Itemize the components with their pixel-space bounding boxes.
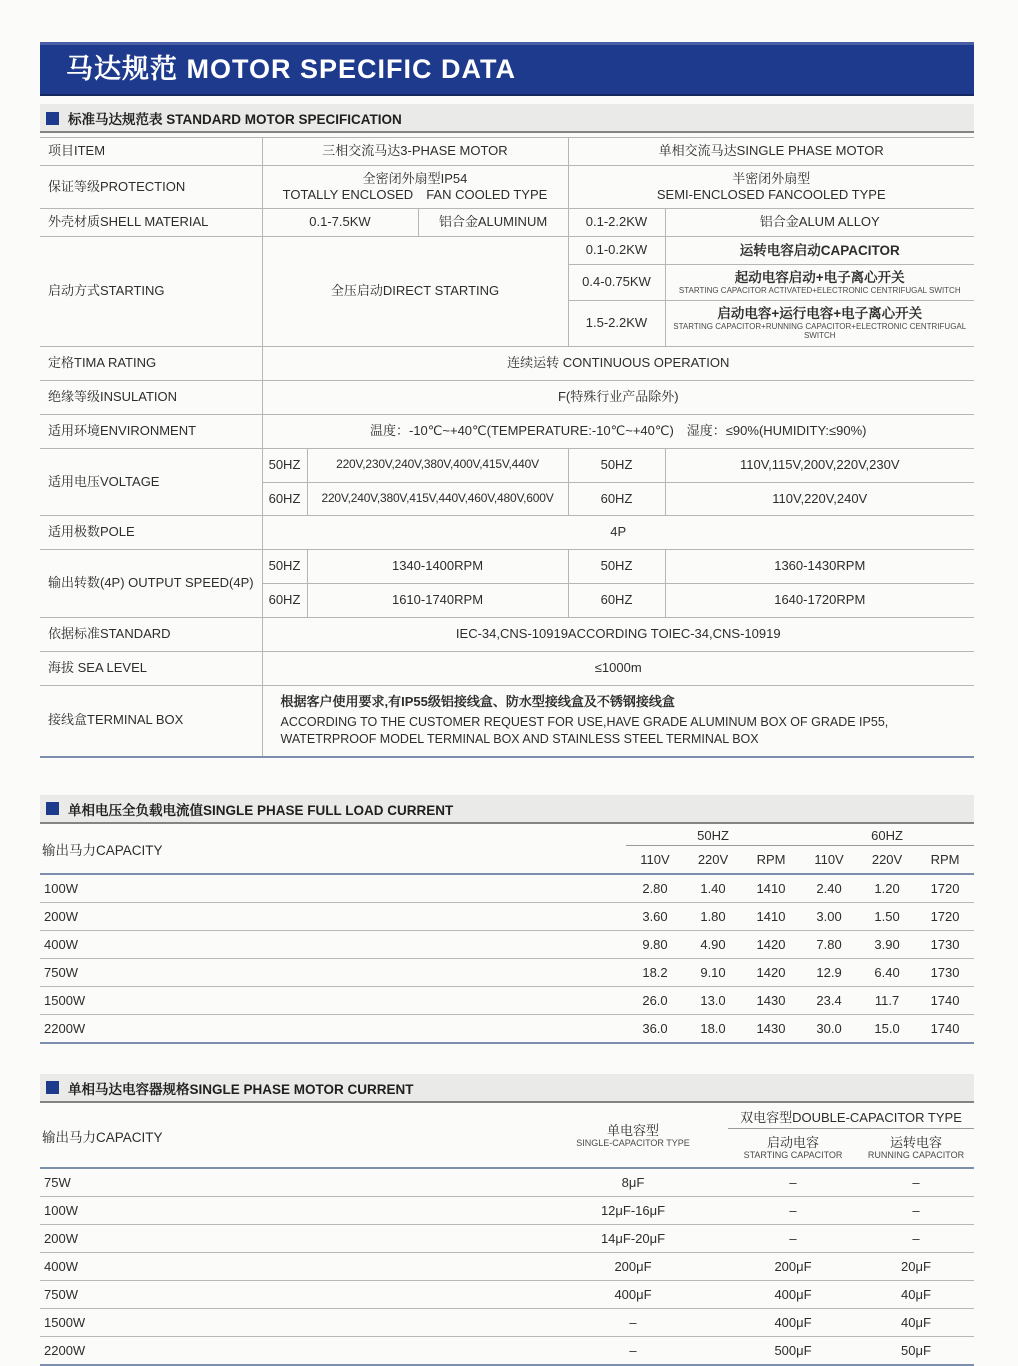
value-cell: 18.0 [684,1014,742,1043]
col-header-60hz-220v: 220V [858,845,916,874]
running-capacitor-cn: 运转电容 [890,1134,943,1150]
voltage-50hz-tp: 220V,230V,240V,380V,400V,415V,440V [307,448,568,482]
value-cell: 9.10 [684,958,742,986]
capacitor-capacity-label: 输出马力CAPACITY [40,1103,538,1168]
table-row-100w [40,874,974,903]
start-cap-cell: 200μF [728,1252,858,1280]
single-capacitor-en: SINGLE-CAPACITOR TYPE [576,1138,690,1149]
col-header-50hz-110v: 110V [626,845,684,874]
protection-sp-en: SEMI-ENCLOSED FANCOOLED TYPE [656,187,886,203]
voltage-60hz-sp: 110V,220V,240V [665,482,974,516]
row-label-sea-level: 海拔 SEA LEVEL [40,652,262,686]
capacity-cell: 75W [40,1168,538,1197]
value-cell: 1420 [742,958,800,986]
value-cell: 1730 [916,958,974,986]
voltage-50hz-label-sp: 50HZ [568,448,665,482]
value-cell: 1430 [742,1014,800,1043]
capacitor-table [40,1103,974,1366]
value-cell: 3.00 [800,902,858,930]
speed-60hz-label-tp: 60HZ [262,584,307,618]
value-cell: 23.4 [800,986,858,1014]
table-row-200w [40,902,974,930]
capacity-cell: 750W [40,958,626,986]
full-load-group-50hz: 50HZ [626,824,800,846]
value-cell: 1410 [742,874,800,903]
capacity-cell: 100W [40,874,626,903]
value-cell: 2.80 [626,874,684,903]
running-capacitor-en: RUNNING CAPACITOR [867,1150,965,1161]
value-cell: 1420 [742,930,800,958]
table-row-2200w [40,1014,974,1043]
starting-mode-2-cn: 起动电容启动+电子离心开关 [734,270,905,286]
starting-mode-1 [665,237,974,265]
speed-50hz-label-sp: 50HZ [568,550,665,584]
speed-50hz-label-tp: 50HZ [262,550,307,584]
section-header-capacitor [40,1074,974,1103]
single-cap-cell: 14μF-20μF [538,1224,728,1252]
full-load-table [40,824,974,1044]
shell-tp-kw: 0.1-7.5KW [262,209,418,237]
table-row-protection [40,165,974,209]
running-capacitor-header [858,1128,974,1168]
table-row-1500w [40,986,974,1014]
table-row-750w [40,1280,974,1308]
shell-tp-material: 铝合金ALUMINUM [418,209,568,237]
voltage-50hz-label-tp: 50HZ [262,448,307,482]
capacity-cell: 2200W [40,1014,626,1043]
table-row-750w [40,958,974,986]
protection-sp-cn: 半密闭外扇型 [732,170,811,186]
voltage-60hz-label-tp: 60HZ [262,482,307,516]
col-header-50hz-220v: 220V [684,845,742,874]
table-row-400w [40,930,974,958]
table-row-shell [40,209,974,237]
value-cell: 4.90 [684,930,742,958]
capacity-cell: 2200W [40,1336,538,1365]
single-cap-cell: 400μF [538,1280,728,1308]
run-cap-cell: – [858,1168,974,1197]
table-row-voltage-50hz [40,448,974,482]
capacity-cell: 1500W [40,1308,538,1336]
row-label-pole: 适用极数POLE [40,516,262,550]
capacity-cell: 100W [40,1196,538,1224]
single-capacitor-cn: 单电容型 [606,1122,659,1138]
value-cell: 3.90 [858,930,916,958]
environment-value: 温度：-10℃~+40℃(TEMPERATURE:-10℃~+40℃) 湿度：≤90%(HUMIDITY:≤90%) [262,414,974,448]
full-load-header-groups [40,824,974,846]
starting-capacitor-header [728,1128,858,1168]
starting-three-phase: 全压启动DIRECT STARTING [262,237,568,347]
terminal-box-en-2: WATETRPROOF MODEL TERMINAL BOX AND STAINLESS STEEL TERMINAL BOX [280,731,759,746]
start-cap-cell: 400μF [728,1308,858,1336]
section-title-capacitor: 单相马达电容器规格SINGLE PHASE MOTOR CURRENT [68,1081,414,1097]
table-row-speed-50hz [40,550,974,584]
table-row-rating [40,346,974,380]
run-cap-cell: 50μF [858,1336,974,1365]
table-row-100w [40,1196,974,1224]
col-header-50hz-rpm: RPM [742,845,800,874]
value-cell: 15.0 [858,1014,916,1043]
row-label-speed: 输出转数(4P) OUTPUT SPEED(4P) [40,550,262,618]
start-cap-cell: – [728,1196,858,1224]
table-row-pole [40,516,974,550]
table-row-200w [40,1224,974,1252]
item-single-phase: 单相交流马达SINGLE PHASE MOTOR [568,138,974,166]
value-cell: 1430 [742,986,800,1014]
starting-kw-1: 0.1-0.2KW [568,237,665,265]
starting-kw-2: 0.4-0.75KW [568,265,665,301]
run-cap-cell: 40μF [858,1280,974,1308]
speed-50hz-sp: 1360-1430RPM [665,550,974,584]
starting-capacitor-en: STARTING CAPACITOR [743,1150,843,1161]
table-row-sea-level [40,652,974,686]
page-title-banner [40,42,974,96]
value-cell: 1720 [916,902,974,930]
run-cap-cell: 20μF [858,1252,974,1280]
voltage-50hz-sp: 110V,115V,200V,220V,230V [665,448,974,482]
pole-value: 4P [262,516,974,550]
double-capacitor-header: 双电容型DOUBLE-CAPACITOR TYPE [728,1103,974,1129]
starting-mode-3-en: STARTING CAPACITOR+RUNNING CAPACITOR+ELECTRONIC CENTRIFUGAL SWITCH [673,321,967,341]
speed-60hz-tp: 1610-1740RPM [307,584,568,618]
run-cap-cell: 40μF [858,1308,974,1336]
start-cap-cell: 500μF [728,1336,858,1365]
single-cap-cell: 8μF [538,1168,728,1197]
terminal-box-en-1: ACCORDING TO THE CUSTOMER REQUEST FOR USE,HAVE GRADE ALUMINUM BOX OF GRADE IP55, [280,714,889,729]
speed-60hz-sp: 1640-1720RPM [665,584,974,618]
run-cap-cell: – [858,1224,974,1252]
value-cell: 9.80 [626,930,684,958]
table-row-1500w [40,1308,974,1336]
capacity-cell: 400W [40,1252,538,1280]
section-bullet-icon [46,112,59,125]
item-three-phase: 三相交流马达3-PHASE MOTOR [262,138,568,166]
section-bullet-icon [46,1081,59,1094]
shell-sp-kw: 0.1-2.2KW [568,209,665,237]
value-cell: 7.80 [800,930,858,958]
starting-mode-2 [665,265,974,301]
capacity-cell: 1500W [40,986,626,1014]
single-cap-cell: – [538,1336,728,1365]
starting-capacitor-cn: 启动电容 [766,1134,819,1150]
full-load-capacity-label: 输出马力CAPACITY [40,824,626,874]
value-cell: 1720 [916,874,974,903]
col-header-60hz-110v: 110V [800,845,858,874]
table-row-terminal-box [40,685,974,756]
section-header-full-load [40,795,974,824]
value-cell: 1.50 [858,902,916,930]
row-label-standard: 依据标准STANDARD [40,618,262,652]
value-cell: 1730 [916,930,974,958]
row-label-item: 项目ITEM [40,138,262,166]
terminal-box-cn: 根据客户使用要求,有IP55级铝接线盒、防水型接线盒及不锈钢接线盒 [280,693,675,709]
table-row-400w [40,1252,974,1280]
table-row-75w [40,1168,974,1197]
value-cell: 1740 [916,1014,974,1043]
row-label-insulation: 绝缘等级INSULATION [40,380,262,414]
standard-spec-table [40,137,974,758]
value-cell: 1740 [916,986,974,1014]
protection-tp-cn: 全密闭外扇型IP54 [362,170,468,186]
capacity-cell: 400W [40,930,626,958]
capacity-cell: 750W [40,1280,538,1308]
single-cap-cell: 12μF-16μF [538,1196,728,1224]
table-row-starting-1 [40,237,974,265]
section-title-standard-spec: 标准马达规范表 STANDARD MOTOR SPECIFICATION [68,112,402,127]
run-cap-cell: – [858,1196,974,1224]
value-cell: 1.80 [684,902,742,930]
value-cell: 1410 [742,902,800,930]
shell-sp-material: 铝合金ALUM ALLOY [665,209,974,237]
terminal-box-value [262,685,974,756]
table-row-environment [40,414,974,448]
capacitor-header-groups [40,1103,974,1129]
value-cell: 1.40 [684,874,742,903]
col-header-60hz-rpm: RPM [916,845,974,874]
single-capacitor-header [538,1103,728,1168]
table-row-2200w [40,1336,974,1365]
table-row-insulation [40,380,974,414]
standard-value: IEC-34,CNS-10919ACCORDING TOIEC-34,CNS-10919 [262,618,974,652]
table-row-item [40,138,974,166]
table-row-standard [40,618,974,652]
sea-level-value: ≤1000m [262,652,974,686]
section-header-standard-spec [40,104,974,133]
row-label-protection: 保证等级PROTECTION [40,165,262,209]
value-cell: 26.0 [626,986,684,1014]
row-label-starting: 启动方式STARTING [40,237,262,347]
section-bullet-icon [46,802,59,815]
start-cap-cell: 400μF [728,1280,858,1308]
full-load-group-60hz: 60HZ [800,824,974,846]
protection-single-phase [568,165,974,209]
value-cell: 1.20 [858,874,916,903]
value-cell: 13.0 [684,986,742,1014]
starting-mode-2-en: STARTING CAPACITOR ACTIVATED+ELECTRONIC CENTRIFUGAL SWITCH [678,285,961,295]
value-cell: 6.40 [858,958,916,986]
row-label-shell: 外壳材质SHELL MATERIAL [40,209,262,237]
page-title: 马达规范 MOTOR SPECIFIC DATA [66,54,517,84]
value-cell: 2.40 [800,874,858,903]
row-label-environment: 适用环境ENVIRONMENT [40,414,262,448]
capacity-cell: 200W [40,1224,538,1252]
protection-tp-en: TOTALLY ENCLOSED FAN COOLED TYPE [282,187,548,203]
rating-value: 连续运转 CONTINUOUS OPERATION [262,346,974,380]
value-cell: 30.0 [800,1014,858,1043]
single-cap-cell: – [538,1308,728,1336]
starting-mode-3 [665,301,974,347]
insulation-value: F(特殊行业产品除外) [262,380,974,414]
value-cell: 18.2 [626,958,684,986]
value-cell: 36.0 [626,1014,684,1043]
row-label-terminal-box: 接线盒TERMINAL BOX [40,685,262,756]
capacity-cell: 200W [40,902,626,930]
start-cap-cell: – [728,1224,858,1252]
speed-60hz-label-sp: 60HZ [568,584,665,618]
single-cap-cell: 200μF [538,1252,728,1280]
section-title-full-load: 单相电压全负载电流值SINGLE PHASE FULL LOAD CURRENT [68,802,454,818]
starting-mode-1-cn: 运转电容启动CAPACITOR [739,242,900,258]
value-cell: 3.60 [626,902,684,930]
voltage-60hz-label-sp: 60HZ [568,482,665,516]
starting-mode-3-cn: 启动电容+运行电容+电子离心开关 [717,306,923,322]
protection-three-phase [262,165,568,209]
voltage-60hz-tp: 220V,240V,380V,415V,440V,460V,480V,600V [307,482,568,516]
start-cap-cell: – [728,1168,858,1197]
row-label-voltage: 适用电压VOLTAGE [40,448,262,516]
value-cell: 12.9 [800,958,858,986]
speed-50hz-tp: 1340-1400RPM [307,550,568,584]
row-label-rating: 定格TIMA RATING [40,346,262,380]
value-cell: 11.7 [858,986,916,1014]
starting-kw-3: 1.5-2.2KW [568,301,665,347]
